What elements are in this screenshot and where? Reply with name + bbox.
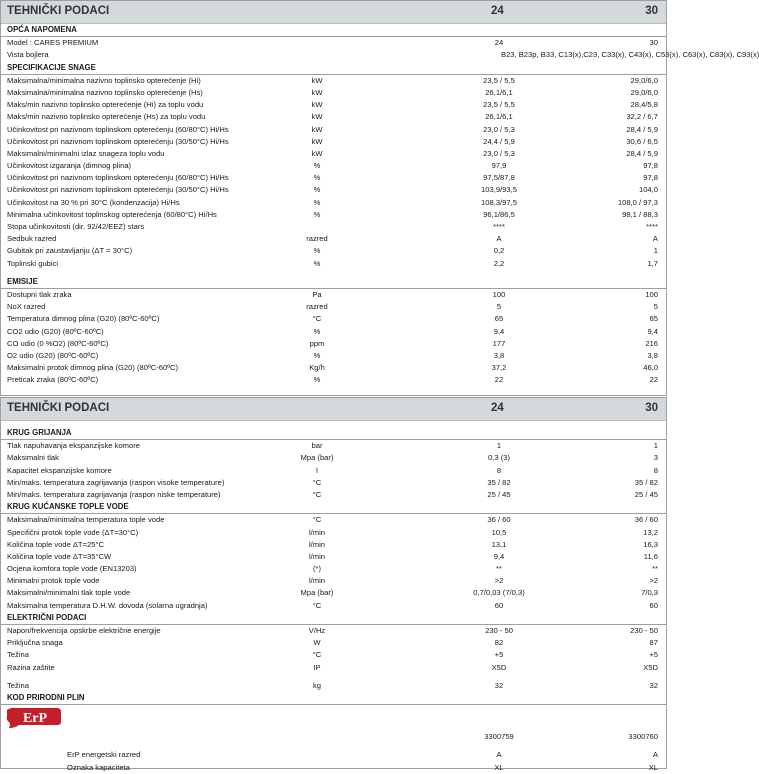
- table-row: Oznaka kapaciteta XL XL: [1, 762, 666, 774]
- table-row: Min/maks. temperatura zagrijavanja (raspon niske temperature) °C 25 / 45 25 / 45: [1, 489, 666, 501]
- value-30: 1: [653, 441, 658, 451]
- erp-logo-icon: [5, 706, 63, 730]
- value-30: 7/0,3: [641, 588, 658, 598]
- table-row: Gubitak pri zaustavljanju (ΔT = 30°C) % 0,2 1: [1, 245, 666, 257]
- table-row: NoX razred razred 5 5: [1, 301, 666, 313]
- value-30: 28,4/5,8: [630, 100, 658, 110]
- table-row: Razina zaštite IP X5D X5D: [1, 662, 666, 674]
- row-label: Maksimalna/minimalna nazivno toplinsko opterećenje (Hi): [7, 75, 201, 85]
- row-label: Ocjena komfora tople vode (EN13203): [7, 564, 137, 574]
- table-row: Težina kg 32 32: [1, 680, 666, 692]
- table-row: Kapacitet ekspanzijske komore l 8 8: [1, 465, 666, 477]
- value-30: A: [652, 750, 658, 760]
- value-30: ****: [646, 222, 658, 231]
- table-row: Maksimalna/minimalna temperatura tople vode °C 36 / 60 36 / 60: [1, 514, 666, 526]
- value-30: 9,4: [647, 326, 658, 336]
- row-label: Oznaka kapaciteta: [67, 762, 130, 772]
- value-30: +5: [649, 650, 658, 660]
- section-heading: EMISIJE: [1, 276, 666, 289]
- logo-text: ErP: [22, 711, 48, 727]
- value-30: XL: [648, 762, 658, 772]
- row-label: ErP energetski razred: [67, 750, 141, 760]
- value-30: 29,0/6,0: [630, 75, 658, 85]
- row-label: Maks/min nazivno toplinsko opterećenje (Hs) za toplu vodu: [7, 112, 206, 122]
- table-row: Učinkovitost pri nazivnom toplinskom opterećenju (30/50°C) Hi/Hs kW 24,4 / 5,9 30,6 / 6,5: [1, 136, 666, 148]
- row-label: Maksimalna/minimalna temperatura tople vode: [7, 515, 165, 525]
- value-30: 32: [649, 680, 658, 690]
- table-row: Učinkovitost pri nazivnom toplinskom opterećenju (30/50°C) Hi/Hs % 103,9/93,5 104,0: [1, 184, 666, 196]
- row-label: Maksimalni/minimalni izlaz snageza toplu vodu: [7, 148, 165, 158]
- table-row: Napon/frekvencija opskrbe električne energije V/Hz 230 - 50 230 - 50: [1, 625, 666, 637]
- table-row: Maksimalni tlak Mpa (bar) 0,3 (3) 3: [1, 452, 666, 464]
- column-header-24: 24: [491, 402, 504, 414]
- value-30: X5D: [643, 662, 658, 672]
- table-row: O2 udio (G20) (80ºC-60ºC) % 3,8 3,8: [1, 350, 666, 362]
- table-row: Maksimalni protok dimnog plina (G20) (80ºC-60ºC) Kg/h 37,2 46,0: [1, 362, 666, 374]
- table-row: Preticak zraka (80ºC-60ºC) % 22 22: [1, 374, 666, 386]
- table-row: Temperatura dimnog plina (G20) (80ºC-60ºC) °C 65 65: [1, 313, 666, 325]
- value-30: 1: [653, 246, 658, 256]
- value-30: 97,8: [643, 161, 658, 171]
- table-row: Količina tople vode ΔT=25°C l/min 13,1 16,3: [1, 539, 666, 551]
- value-30: 65: [649, 314, 658, 324]
- row-label: Maksimalna/minimalna nazivno toplinsko opterećenje (Hs): [7, 87, 203, 97]
- value-30: >2: [649, 576, 658, 586]
- value-30: 25 / 45: [634, 489, 658, 499]
- value-30: 108,0 / 97,3: [617, 197, 658, 207]
- logo-row: [1, 705, 666, 731]
- value-30: 87: [649, 638, 658, 648]
- row-label: CO udio (0 %O2) (80ºC-60ºC): [7, 338, 109, 348]
- row-label: Min/maks. temperatura zagrijavanja (raspon niske temperature): [7, 489, 221, 499]
- row-label: Stopa učinkovitosti (dir. 92/42/EEZ) stars: [7, 222, 145, 231]
- row-label: Maksimalni/minimalni tlak tople vode: [7, 588, 131, 598]
- table-row: Ocjena komfora tople vode (EN13203) (*) ** **: [1, 563, 666, 575]
- table-row: Min/maks. temperatura zagrijavanja (raspon visoke temperature) °C 35 / 82 35 / 82: [1, 477, 666, 489]
- value-30: 28,4 / 5,9: [626, 148, 658, 158]
- row-label: Količina tople vode ΔT=25°C: [7, 539, 104, 549]
- table-row: Maks/min nazivno toplinsko opterećenje (Hs) za toplu vodu kW 26,1/6,1 32,2 / 6,7: [1, 111, 666, 123]
- table-row: Učinkovitost pri nazivnom toplinskom opterećenju (60/80°C) Hi/Hs kW 23,0 / 5,3 28,4 / 5,9: [1, 124, 666, 136]
- section-heading: ELEKTRIČNI PODACI: [1, 612, 666, 625]
- table-row: CO udio (0 %O2) (80ºC-60ºC) ppm 177 216: [1, 338, 666, 350]
- value-30: A: [652, 234, 658, 244]
- row-label: Maks/min nazivno toplinsko opterećenje (Hi) za toplu vodu: [7, 100, 204, 110]
- value-30: 97,8: [643, 173, 658, 183]
- row-label: Napon/frekvencija opskrbe električne energije: [7, 626, 161, 635]
- section-heading: KOD PRIRODNI PLIN: [1, 692, 666, 705]
- row-label: NoX razred: [7, 302, 46, 312]
- table-row: Maksimalni/minimalni tlak tople vode Mpa (bar) 0,7/0,03 (7/0,3) 7/0,3: [1, 587, 666, 599]
- table-row: CO2 udio (G20) (80ºC-60ºC) % 9,4 9,4: [1, 326, 666, 338]
- value-30: 11,6: [643, 551, 658, 561]
- value-30: 3: [653, 453, 658, 463]
- table-row: 3300759 3300760: [1, 731, 666, 743]
- row-label: Toplinski gubici: [7, 258, 59, 268]
- row-label: Razina zaštite: [7, 662, 55, 672]
- table-row: Maksimalna/minimalna nazivno toplinsko opterećenje (Hs) kW 26,1/6,1 29,0/6,0: [1, 87, 666, 99]
- table-row: Tlak napuhavanja ekspanzijske komore bar 1 1: [1, 440, 666, 452]
- value-30: 60: [649, 600, 658, 610]
- table-row: Učinkovitost pri nazivnom toplinskom opterećenju (60/80°C) Hi/Hs % 97,5/87,8 97,8: [1, 172, 666, 184]
- value-30: 32,2 / 6,7: [626, 112, 658, 122]
- table-row: Minimalni protok tople vode l/min >2 >2: [1, 575, 666, 587]
- value-30: 3300760: [628, 732, 658, 742]
- row-label: Minimalna učinkovitost toplinskog opterećenja (60/80°C) Hi/Hs: [7, 209, 217, 219]
- column-header-30: 30: [645, 402, 658, 414]
- section-heading: KRUG KUĆANSKE TOPLE VODE: [1, 501, 666, 514]
- value-30: 230 - 50: [630, 626, 658, 635]
- table-row: Priključna snaga W 82 87: [1, 637, 666, 649]
- row-label: Minimalni protok tople vode: [7, 576, 100, 586]
- row-label: Učinkovitost izgaranja (dimnog plina): [7, 161, 132, 171]
- table-row: Učinkovitost izgaranja (dimnog plina) % 97,9 97,8: [1, 160, 666, 172]
- section-heading: SPECIFIKACIJE SNAGE: [1, 62, 666, 75]
- value-30: 29,0/6,0: [630, 87, 658, 97]
- section-heading: KRUG GRIJANJA: [1, 427, 666, 440]
- value-30: 13,2: [643, 527, 658, 537]
- row-label: Količina tople vode ΔT=35°CW: [7, 551, 112, 561]
- row-label: Tlak napuhavanja ekspanzijske komore: [7, 441, 140, 451]
- value-30: 5: [653, 302, 658, 312]
- table-title: TEHNIČKI PODACI: [7, 402, 110, 414]
- table-row: Stopa učinkovitosti (dir. 92/42/EEZ) stars **** ****: [1, 221, 666, 233]
- row-label: Vista bojlera: [7, 50, 49, 60]
- row-label: O2 udio (G20) (80ºC-60ºC): [7, 350, 99, 360]
- table-row: ErP energetski razred A A: [1, 749, 666, 761]
- value-30: 22: [649, 375, 658, 385]
- row-label: Težina: [7, 680, 29, 690]
- table-row: Minimalna učinkovitost toplinskog opterećenja (60/80°C) Hi/Hs % 96,1/86,5 98,1 / 88,3: [1, 209, 666, 221]
- column-header-24: 24: [491, 5, 504, 17]
- table-body: [1, 421, 666, 774]
- value-30: 30,6 / 6,5: [626, 136, 658, 146]
- row-label: Maksimalni protok dimnog plina (G20) (80ºC-60ºC): [7, 363, 178, 373]
- section-heading: OPĆA NAPOMENA: [1, 24, 666, 37]
- table-row: Model : CARES PREMIUM 24 30: [1, 37, 666, 49]
- table-row: Sedbuk razred razred A A: [1, 233, 666, 245]
- table-row: Učinkovitost na 30 % pri 30°C (kondenzacija) Hi/Hs % 108,3/97,5 108,0 / 97,3: [1, 197, 666, 209]
- value-30: 104,0: [638, 185, 658, 195]
- table-header: [1, 398, 666, 421]
- table-row: Toplinski gubici % 2,2 1,7: [1, 258, 666, 270]
- table-row: Vista bojlera B23, B23p, B33, C13(x),C23, C33(x), C43(x), C53(x), C63(x), C83(x), C93(x): [1, 49, 666, 61]
- value-30: 35 / 82: [634, 477, 658, 487]
- row-label: Maksimalni tlak: [7, 453, 59, 463]
- row-label: Model : CARES PREMIUM: [7, 38, 99, 48]
- value-30: 8: [653, 465, 658, 475]
- table-row: Dostupni tlak zraka Pa 100 100: [1, 289, 666, 301]
- table-row: Specifični protok tople vode (ΔT=30°C) l/min 10,5 13,2: [1, 527, 666, 539]
- row-label: Učinkovitost pri nazivnom toplinskom opterećenju (60/80°C) Hi/Hs: [7, 173, 229, 183]
- row-label: Priključna snaga: [7, 638, 63, 648]
- row-label: Specifični protok tople vode (ΔT=30°C): [7, 527, 139, 537]
- value-30: 36 / 60: [634, 515, 658, 525]
- row-label: Učinkovitost na 30 % pri 30°C (kondenzacija) Hi/Hs: [7, 197, 180, 207]
- value-30: 98,1 / 88,3: [622, 209, 658, 219]
- column-header-30: 30: [645, 5, 658, 17]
- row-label: Min/maks. temperatura zagrijavanja (raspon visoke temperature): [7, 477, 225, 487]
- value-30: 3,8: [647, 350, 658, 360]
- table-body: [1, 24, 759, 386]
- table-title: TEHNIČKI PODACI: [7, 5, 110, 17]
- table-row: Maksimalna temperatura D.H.W. dovoda (solarna ugradnja) °C 60 60: [1, 600, 666, 612]
- row-label: Učinkovitost pri nazivnom toplinskom opterećenju (60/80°C) Hi/Hs: [7, 124, 229, 134]
- value-30: 28,4 / 5,9: [626, 124, 658, 134]
- row-label: Učinkovitost pri nazivnom toplinskom opterećenju (30/50°C) Hi/Hs: [7, 185, 229, 195]
- row-label: Težina: [7, 650, 29, 660]
- value-30: 216: [645, 338, 658, 348]
- row-label: Dostupni tlak zraka: [7, 289, 72, 299]
- row-label: Sedbuk razred: [7, 234, 57, 244]
- table-row: Maks/min nazivno toplinsko opterećenje (Hi) za toplu vodu kW 23,5 / 5,5 28,4/5,8: [1, 99, 666, 111]
- value-30: 30: [649, 38, 658, 48]
- row-label: Kapacitet ekspanzijske komore: [7, 465, 112, 475]
- value-30: 46,0: [643, 363, 658, 373]
- table-row: Količina tople vode ΔT=35°CW l/min 9,4 11,6: [1, 551, 666, 563]
- row-label: CO2 udio (G20) (80ºC-60ºC): [7, 326, 104, 336]
- table-row: Maksimalna/minimalna nazivno toplinsko opterećenje (Hi) kW 23,5 / 5,5 29,0/6,0: [1, 75, 666, 87]
- value-30: 1,7: [647, 258, 658, 268]
- row-label: Maksimalna temperatura D.H.W. dovoda (solarna ugradnja): [7, 600, 208, 610]
- table-header: [1, 1, 666, 24]
- value-30: **: [652, 564, 658, 574]
- table-row: Maksimalni/minimalni izlaz snageza toplu vodu kW 23,0 / 5,3 28,4 / 5,9: [1, 148, 666, 160]
- row-label: Učinkovitost pri nazivnom toplinskom opterećenju (30/50°C) Hi/Hs: [7, 136, 229, 146]
- table-row: Težina °C +5 +5: [1, 649, 666, 661]
- value-30: 100: [645, 289, 658, 299]
- row-label: Temperatura dimnog plina (G20) (80ºC-60ºC): [7, 314, 160, 324]
- technical-data-table-2: [0, 397, 667, 772]
- row-label: Preticak zraka (80ºC-60ºC): [7, 375, 99, 385]
- row-label: Gubitak pri zaustavljanju (ΔT = 30°C): [7, 246, 133, 256]
- value-30: 16,3: [643, 539, 658, 549]
